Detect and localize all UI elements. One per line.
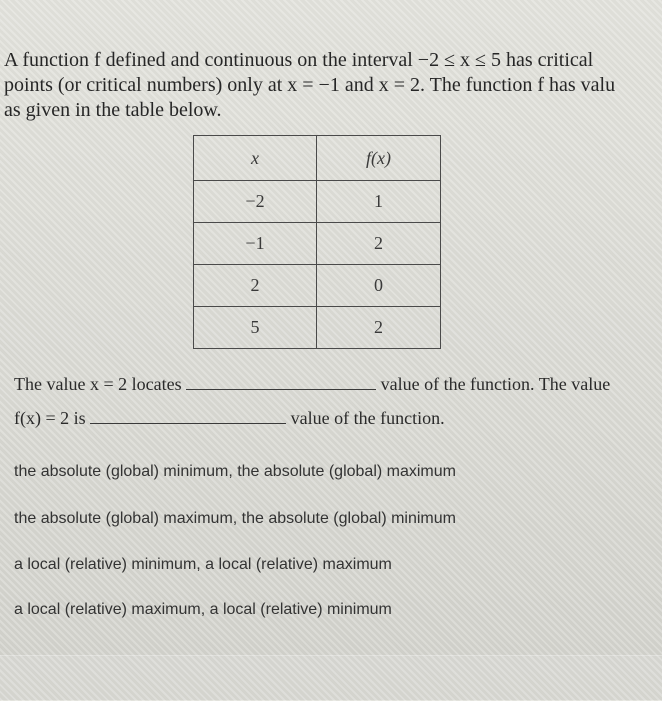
table-header-row [194,136,441,181]
table-cell-x: −1 [194,223,317,265]
sentence-1 [14,373,610,395]
header-x: x [194,136,317,181]
sentence-2 [14,407,445,429]
answer-option-4[interactable]: a local (relative) maximum, a local (relative) minimum [14,601,392,618]
table-cell-x: −2 [194,181,317,223]
problem-statement [4,48,658,123]
problem-line-2: points (or critical numbers) only at x = −1 and x = 2. The function f has valu [4,74,616,96]
problem-line-1: A function f defined and continuous on the interval −2 ≤ x ≤ 5 has critical [4,49,594,71]
table-cell-fx: 2 [317,307,441,349]
table-row [194,307,441,349]
table-cell-x: 5 [194,307,317,349]
header-fx: f(x) [317,136,441,181]
sentence-1-suffix: value of the function. The value [380,374,611,394]
sentence-2-prefix: f(x) = 2 is [14,408,86,428]
bottom-strip [0,655,662,701]
values-table-container [193,135,441,349]
table-row [194,265,441,307]
table-cell-fx: 1 [317,181,441,223]
values-table [193,135,441,349]
table-cell-fx: 2 [317,223,441,265]
table-cell-x: 2 [194,265,317,307]
table-cell-fx: 0 [317,265,441,307]
answer-option-2[interactable]: the absolute (global) maximum, the absolute (global) minimum [14,510,456,527]
sentence-2-suffix: value of the function. [290,408,445,428]
table-row [194,223,441,265]
problem-line-3: as given in the table below. [4,99,222,121]
answer-blank-2[interactable] [90,407,286,424]
answer-blank-1[interactable] [186,373,376,390]
table-row [194,181,441,223]
sentence-1-prefix: The value x = 2 locates [14,374,182,394]
answer-option-3[interactable]: a local (relative) minimum, a local (relative) maximum [14,556,392,573]
answer-option-1[interactable]: the absolute (global) minimum, the absolute (global) maximum [14,463,456,480]
